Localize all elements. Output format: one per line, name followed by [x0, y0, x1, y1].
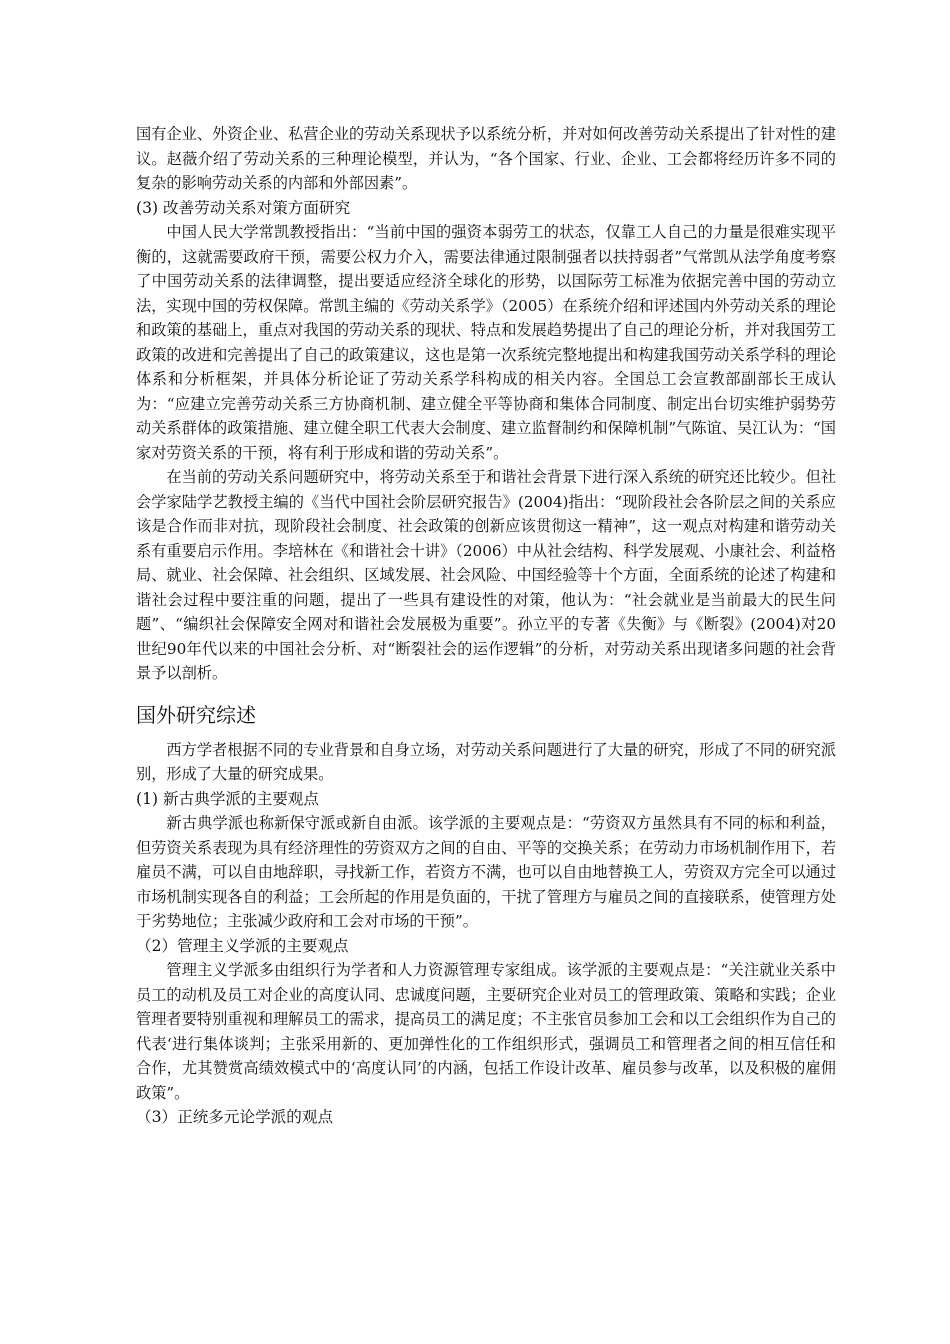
paragraph-intro: 国有企业、外资企业、私营企业的劳动关系现状予以系统分析，并对如何改善劳动关系提出了针对性的建议。赵薇介绍了劳动关系的三种理论模型，并认为，“各个国家、行业、企业、工会都将经历许多不同的复杂的影响劳动关系的内部和外部因素”。 [136, 125, 836, 192]
section-title: 国外研究综述 [136, 702, 256, 727]
paragraph-f2: 管理主义学派多由组织行为学者和人力资源管理专家组成。该学派的主要观点是：“关注就业关系中员工的动机及员工对企业的高度认同、忠诚度问题，主要研究企业对员工的管理政策、策略和实践；企业管理者要特别重视和理解员工的需求，提高员工的满足度；不主张官员参加工会和以工会组织作为自己的代表‘进行集体谈判；主张采用新的、更加弹性化的工作组织形式，强调员工和管理者之间的相互信任和合作，尤其赞赏高绩效模式中的‘高度认同’的内涵，包括工作设计改革、雇员参与改革，以及积极的雇佣政策”。 [136, 961, 836, 1102]
paragraph-f1: 新古典学派也称新保守派或新自由派。该学派的主要观点是：“劳资双方虽然具有不同的标和利益，但劳资关系表现为具有经济理性的劳资双方之间的自由、平等的交换关系；在劳动力市场机制作用下，若雇员不满，可以自由地辞职，寻找新工作，若资方不满，也可以自由地替换工人，劳资双方完全可以通过市场机制实现各自的利益；工会所起的作用是负面的，干扰了管理方与雇员之间的直接联系，使管理方处于劣势地位；主张减少政府和工会对市场的干预”。 [136, 814, 836, 930]
paragraph-foreign: 西方学者根据不同的专业背景和自身立场，对劳动关系问题进行了大量的研究，形成了不同的研究派别，形成了大量的研究成果。 [136, 740, 836, 783]
subheading-f3: （3）正统多元论学派的观点 [136, 1108, 334, 1126]
subheading-3: (3) 改善劳动关系对策方面研究 [136, 198, 351, 217]
paragraph-3a: 中国人民大学常凯教授指出：“当前中国的强资本弱劳工的状态，仅靠工人自己的力量是很难实现平衡的，这就需要政府干预，需要公权力介入，需要法律通过限制强者以扶持弱者”气常凯从法学角度考察了中国劳动关系的法律调整，提出要适应经济全球化的形势，以国际劳工标准为依据完善中国的劳动立法，实现中国的劳权保障。常凯主编的《劳动关系学》（2005）在系统介绍和评述国内外劳动关系的理论和政策的基础上，重点对我国的劳动关系的现状、特点和发展趋势提出了自己的理论分析，并对我国劳工政策的改进和完善提出了自己的政策建议，这也是第一次系统完整地提出和构建我国劳动关系学科的理论体系和分析框架，并具体分析论证了劳动关系学科构成的相关内容。全国总工会宣教部副部长王成认为：“应建立完善劳动关系三方协商机制、建立健全平等协商和集体合同制度、制定出台切实维护弱势劳动关系群体的政策措施、建立健全职工代表大会制度、建立监督制约和保障机制”气陈谊、吴江认为：“国家对劳资关系的干预，将有利于形成和谐的劳动关系”。 [136, 223, 836, 462]
subheading-f1: (1) 新古典学派的主要观点 [136, 789, 319, 808]
paragraph-3b: 在当前的劳动关系问题研究中，将劳动关系至于和谐社会背景下进行深入系统的研究还比较少。但社会学家陆学艺教授主编的《当代中国社会阶层研究报告》(2004)指出：“现阶段社会各阶层之间的关系应该是合作而非对抗，现阶段社会制度、社会政策的创新应该贯彻这一精神”，这一观点对构建和谐劳动关系有重要启示作用。李培林在《和谐社会十讲》（2006）中从社会结构、科学发展观、小康社会、利益格局、就业、社会保障、社会组织、区域发展、社会风险、中国经验等十个方面，全面系统的论述了构建和谐社会过程中要注重的问题，提出了一些具有建设性的对策，他认为：“社会就业是当前最大的民生问题”、“编织社会保障安全网对和谐社会发展极为重要”。孙立平的专著《失衡》与《断裂》(2004)对20世纪90年代以来的中国社会分析、对“断裂社会的运作逻辑”的分析，对劳动关系出现诸多问题的社会背景予以剖析。 [136, 468, 836, 682]
document-page [136, 122, 836, 1130]
subheading-f2: （2）管理主义学派的主要观点 [136, 936, 349, 955]
